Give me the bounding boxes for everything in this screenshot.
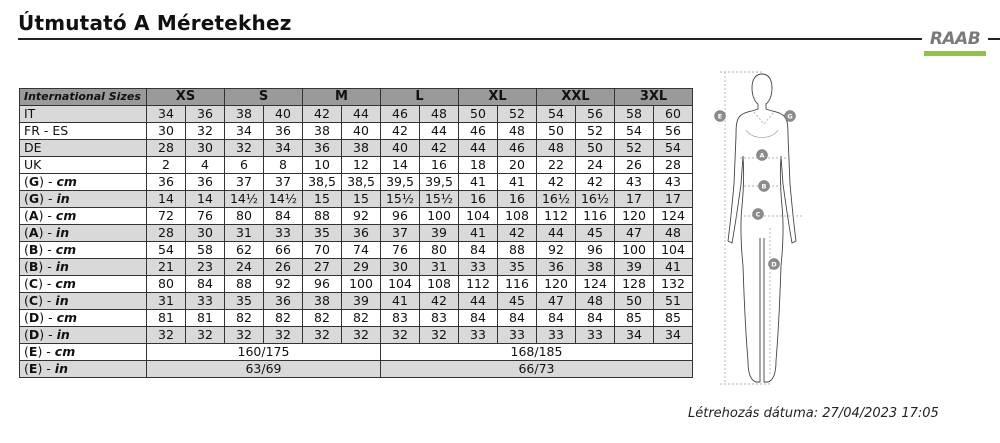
table-cell: 47: [615, 225, 654, 242]
table-cell: 15: [303, 191, 342, 208]
table-cell: 32: [381, 327, 420, 344]
table-cell: 54: [654, 140, 693, 157]
row-10-unit: cm: [55, 276, 76, 291]
height-row-0-unit: cm: [54, 344, 76, 359]
table-cell: 84: [459, 310, 498, 327]
table-cell: 12: [342, 157, 381, 174]
size-header-xxl: XXL: [537, 89, 615, 106]
size-header-3xl: 3XL: [615, 89, 693, 106]
table-cell: 41: [498, 174, 537, 191]
row-5-measure-letter: G: [28, 191, 40, 206]
table-cell: 32: [342, 327, 381, 344]
table-cell: 62: [225, 242, 264, 259]
table-cell: 29: [342, 259, 381, 276]
table-cell: 30: [186, 225, 225, 242]
table-cell: 43: [615, 174, 654, 191]
table-cell: 128: [615, 276, 654, 293]
table-cell: 80: [225, 208, 264, 225]
table-cell: 24: [576, 157, 615, 174]
table-cell: 81: [147, 310, 186, 327]
table-cell: 120: [615, 208, 654, 225]
table-cell: 35: [225, 293, 264, 310]
row-8-unit: cm: [55, 242, 77, 257]
table-row: [20, 242, 693, 259]
table-cell: 108: [498, 208, 537, 225]
table-cell: 80: [147, 276, 186, 293]
table-cell: 56: [576, 106, 615, 123]
row-7-unit: in: [55, 225, 70, 240]
row-13-label: (D) - in: [20, 327, 147, 344]
table-cell: 52: [576, 123, 615, 140]
row-4-unit: cm: [56, 174, 77, 189]
row-4-label: (G) - cm: [20, 174, 147, 191]
height-row-1-label: (E) - in: [20, 361, 147, 378]
table-cell: 16½: [537, 191, 576, 208]
row-10-measure-letter: C: [28, 276, 39, 291]
table-cell: 36: [342, 225, 381, 242]
row-12-unit: cm: [56, 310, 78, 325]
table-row: [20, 123, 693, 140]
table-cell: 76: [381, 242, 420, 259]
table-cell: 33: [459, 259, 498, 276]
table-cell: 16: [420, 157, 459, 174]
table-cell: 112: [459, 276, 498, 293]
table-cell: 112: [537, 208, 576, 225]
table-cell: 20: [498, 157, 537, 174]
table-row: [20, 310, 693, 327]
table-cell: 36: [186, 106, 225, 123]
table-cell: 28: [147, 225, 186, 242]
table-cell: 38: [303, 293, 342, 310]
brand-logo-text: RAAB: [929, 29, 981, 49]
table-cell: 38: [576, 259, 615, 276]
table-cell: 40: [264, 106, 303, 123]
table-cell: 45: [576, 225, 615, 242]
table-cell: 37: [264, 174, 303, 191]
table-cell: 39,5: [381, 174, 420, 191]
table-cell: 100: [615, 242, 654, 259]
table-cell: 33: [537, 327, 576, 344]
page-title: Útmutató A Méretekhez: [18, 11, 292, 35]
table-cell: 30: [381, 259, 420, 276]
table-cell: 85: [615, 310, 654, 327]
table-cell: 34: [615, 327, 654, 344]
row-5-unit: in: [56, 191, 70, 206]
table-cell: 15½: [381, 191, 420, 208]
table-cell: 74: [342, 242, 381, 259]
table-cell: 30: [147, 123, 186, 140]
table-cell: 50: [615, 293, 654, 310]
size-header-s: S: [225, 89, 303, 106]
size-header-row: [20, 89, 693, 106]
height-range-large: 168/185: [381, 344, 693, 361]
table-cell: 44: [459, 293, 498, 310]
row-5-label: (G) - in: [20, 191, 147, 208]
table-row: [20, 276, 693, 293]
table-cell: 47: [537, 293, 576, 310]
table-cell: 46: [498, 140, 537, 157]
table-row: [20, 174, 693, 191]
table-cell: 100: [342, 276, 381, 293]
row-13-unit: in: [56, 327, 70, 342]
row-9-label: (B) - in: [20, 259, 147, 276]
height-range-small: 63/69: [147, 361, 381, 378]
creation-date: Létrehozás dátuma: 27/04/2023 17:05: [688, 406, 939, 421]
table-cell: 108: [420, 276, 459, 293]
table-cell: 39: [615, 259, 654, 276]
marker-c-label: C: [755, 210, 761, 219]
table-cell: 43: [654, 174, 693, 191]
table-cell: 16: [459, 191, 498, 208]
table-cell: 92: [537, 242, 576, 259]
table-cell: 82: [264, 310, 303, 327]
table-cell: 37: [225, 174, 264, 191]
table-cell: 39: [420, 225, 459, 242]
table-cell: 35: [303, 225, 342, 242]
table-cell: 60: [654, 106, 693, 123]
table-row: [20, 208, 693, 225]
table-cell: 44: [459, 140, 498, 157]
table-cell: 38,5: [303, 174, 342, 191]
table-cell: 33: [186, 293, 225, 310]
row-7-measure-letter: A: [28, 225, 39, 240]
table-cell: 83: [420, 310, 459, 327]
table-cell: 48: [576, 293, 615, 310]
table-cell: 4: [186, 157, 225, 174]
table-cell: 38: [303, 123, 342, 140]
size-header-xl: XL: [459, 89, 537, 106]
table-cell: 54: [615, 123, 654, 140]
row-7-label: (A) - in: [20, 225, 147, 242]
table-cell: 32: [303, 327, 342, 344]
table-cell: 54: [147, 242, 186, 259]
table-cell: 66: [264, 242, 303, 259]
height-row-1-measure-letter: E: [28, 361, 38, 376]
table-cell: 38: [342, 140, 381, 157]
table-cell: 36: [303, 140, 342, 157]
table-cell: 40: [381, 140, 420, 157]
table-cell: 36: [264, 123, 303, 140]
title-divider: [18, 38, 1000, 40]
table-cell: 96: [576, 242, 615, 259]
row-4-measure-letter: G: [28, 174, 40, 189]
row-1-label: FR - ES: [20, 123, 147, 140]
table-cell: 96: [381, 208, 420, 225]
table-cell: 33: [498, 327, 537, 344]
table-cell: 116: [576, 208, 615, 225]
row-6-label: (A) - cm: [20, 208, 147, 225]
table-cell: 42: [537, 174, 576, 191]
table-cell: 21: [147, 259, 186, 276]
table-cell: 50: [576, 140, 615, 157]
table-cell: 41: [459, 225, 498, 242]
table-cell: 41: [654, 259, 693, 276]
table-row-height: [20, 361, 693, 378]
table-cell: 32: [147, 327, 186, 344]
height-row-0-measure-letter: E: [28, 344, 38, 359]
table-cell: 42: [420, 140, 459, 157]
table-cell: 33: [459, 327, 498, 344]
table-cell: 84: [186, 276, 225, 293]
table-cell: 14½: [264, 191, 303, 208]
table-cell: 46: [459, 123, 498, 140]
table-cell: 41: [381, 293, 420, 310]
row-11-unit: in: [55, 293, 69, 308]
table-cell: 124: [576, 276, 615, 293]
international-sizes-header: International Sizes: [20, 89, 147, 106]
table-cell: 52: [498, 106, 537, 123]
table-cell: 28: [654, 157, 693, 174]
table-cell: 33: [576, 327, 615, 344]
table-cell: 104: [654, 242, 693, 259]
table-cell: 37: [381, 225, 420, 242]
table-cell: 28: [147, 140, 186, 157]
table-cell: 70: [303, 242, 342, 259]
table-cell: 81: [186, 310, 225, 327]
table-cell: 72: [147, 208, 186, 225]
table-cell: 104: [459, 208, 498, 225]
table-cell: 88: [303, 208, 342, 225]
table-cell: 84: [264, 208, 303, 225]
table-cell: 92: [264, 276, 303, 293]
table-cell: 88: [498, 242, 537, 259]
row-10-label: (C) - cm: [20, 276, 147, 293]
table-cell: 2: [147, 157, 186, 174]
table-cell: 32: [186, 123, 225, 140]
table-cell: 26: [264, 259, 303, 276]
row-3-label: UK: [20, 157, 147, 174]
table-cell: 100: [420, 208, 459, 225]
table-cell: 42: [576, 174, 615, 191]
table-cell: 58: [186, 242, 225, 259]
table-cell: 50: [459, 106, 498, 123]
row-6-measure-letter: A: [28, 208, 39, 223]
body-measurement-figure: [710, 66, 810, 388]
table-cell: 92: [342, 208, 381, 225]
table-cell: 116: [498, 276, 537, 293]
table-cell: 48: [498, 123, 537, 140]
row-8-measure-letter: B: [28, 242, 39, 257]
table-cell: 15½: [420, 191, 459, 208]
row-13-measure-letter: D: [28, 327, 40, 342]
table-cell: 84: [459, 242, 498, 259]
table-row: [20, 293, 693, 310]
table-cell: 83: [381, 310, 420, 327]
table-cell: 39: [342, 293, 381, 310]
row-11-measure-letter: C: [28, 293, 39, 308]
table-cell: 45: [498, 293, 537, 310]
height-row-1-unit: in: [54, 361, 68, 376]
table-cell: 38,5: [342, 174, 381, 191]
table-cell: 8: [264, 157, 303, 174]
table-cell: 32: [186, 327, 225, 344]
table-cell: 15: [342, 191, 381, 208]
table-cell: 39,5: [420, 174, 459, 191]
row-6-unit: cm: [55, 208, 77, 223]
table-cell: 34: [264, 140, 303, 157]
row-12-measure-letter: D: [28, 310, 40, 325]
table-cell: 104: [381, 276, 420, 293]
table-cell: 32: [225, 140, 264, 157]
table-cell: 44: [537, 225, 576, 242]
table-cell: 31: [420, 259, 459, 276]
table-cell: 96: [303, 276, 342, 293]
table-cell: 16½: [576, 191, 615, 208]
table-row: [20, 191, 693, 208]
table-cell: 82: [342, 310, 381, 327]
table-cell: 132: [654, 276, 693, 293]
table-cell: 42: [381, 123, 420, 140]
table-cell: 84: [576, 310, 615, 327]
marker-b-label: B: [761, 182, 767, 191]
brand-logo: [922, 30, 988, 60]
table-cell: 56: [654, 123, 693, 140]
table-row: [20, 225, 693, 242]
table-row-height: [20, 344, 693, 361]
table-cell: 32: [420, 327, 459, 344]
table-row: [20, 106, 693, 123]
brand-logo-accent: [924, 51, 986, 56]
table-cell: 44: [342, 106, 381, 123]
table-cell: 17: [615, 191, 654, 208]
table-cell: 32: [225, 327, 264, 344]
table-cell: 46: [381, 106, 420, 123]
table-cell: 54: [537, 106, 576, 123]
table-cell: 84: [498, 310, 537, 327]
table-cell: 40: [342, 123, 381, 140]
height-range-large: 66/73: [381, 361, 693, 378]
table-cell: 50: [537, 123, 576, 140]
table-cell: 33: [264, 225, 303, 242]
table-cell: 14½: [225, 191, 264, 208]
table-cell: 30: [186, 140, 225, 157]
table-cell: 18: [459, 157, 498, 174]
table-cell: 27: [303, 259, 342, 276]
table-cell: 42: [498, 225, 537, 242]
table-cell: 14: [186, 191, 225, 208]
table-cell: 76: [186, 208, 225, 225]
size-header-l: L: [381, 89, 459, 106]
size-header-m: M: [303, 89, 381, 106]
table-cell: 6: [225, 157, 264, 174]
row-9-unit: in: [55, 259, 69, 274]
table-cell: 44: [420, 123, 459, 140]
table-cell: 48: [420, 106, 459, 123]
table-cell: 36: [537, 259, 576, 276]
row-2-label: DE: [20, 140, 147, 157]
table-cell: 52: [615, 140, 654, 157]
table-cell: 34: [147, 106, 186, 123]
table-cell: 22: [537, 157, 576, 174]
marker-a-label: A: [759, 151, 765, 160]
table-cell: 36: [147, 174, 186, 191]
row-12-label: (D) - cm: [20, 310, 147, 327]
table-cell: 14: [381, 157, 420, 174]
size-chart-table: [19, 88, 693, 378]
table-row: [20, 259, 693, 276]
table-cell: 124: [654, 208, 693, 225]
marker-g-label: G: [787, 112, 793, 121]
table-cell: 31: [147, 293, 186, 310]
table-cell: 120: [537, 276, 576, 293]
table-cell: 26: [615, 157, 654, 174]
table-cell: 85: [654, 310, 693, 327]
table-cell: 41: [459, 174, 498, 191]
marker-e-label: E: [717, 112, 723, 121]
table-cell: 88: [225, 276, 264, 293]
table-cell: 80: [420, 242, 459, 259]
table-cell: 16: [498, 191, 537, 208]
table-cell: 42: [303, 106, 342, 123]
table-cell: 36: [264, 293, 303, 310]
row-0-label: IT: [20, 106, 147, 123]
table-row: [20, 327, 693, 344]
table-cell: 10: [303, 157, 342, 174]
table-row: [20, 157, 693, 174]
table-row: [20, 140, 693, 157]
table-cell: 35: [498, 259, 537, 276]
table-cell: 82: [303, 310, 342, 327]
marker-d-label: D: [771, 260, 777, 269]
row-9-measure-letter: B: [28, 259, 39, 274]
table-cell: 84: [537, 310, 576, 327]
table-cell: 48: [654, 225, 693, 242]
table-cell: 42: [420, 293, 459, 310]
table-cell: 17: [654, 191, 693, 208]
table-cell: 51: [654, 293, 693, 310]
table-cell: 48: [537, 140, 576, 157]
table-cell: 58: [615, 106, 654, 123]
table-cell: 23: [186, 259, 225, 276]
table-cell: 14: [147, 191, 186, 208]
table-cell: 34: [225, 123, 264, 140]
table-cell: 38: [225, 106, 264, 123]
table-cell: 36: [186, 174, 225, 191]
row-8-label: (B) - cm: [20, 242, 147, 259]
table-cell: 24: [225, 259, 264, 276]
table-cell: 34: [654, 327, 693, 344]
table-cell: 32: [264, 327, 303, 344]
table-cell: 31: [225, 225, 264, 242]
height-row-0-label: (E) - cm: [20, 344, 147, 361]
size-header-xs: XS: [147, 89, 225, 106]
height-range-small: 160/175: [147, 344, 381, 361]
row-11-label: (C) - in: [20, 293, 147, 310]
table-cell: 82: [225, 310, 264, 327]
